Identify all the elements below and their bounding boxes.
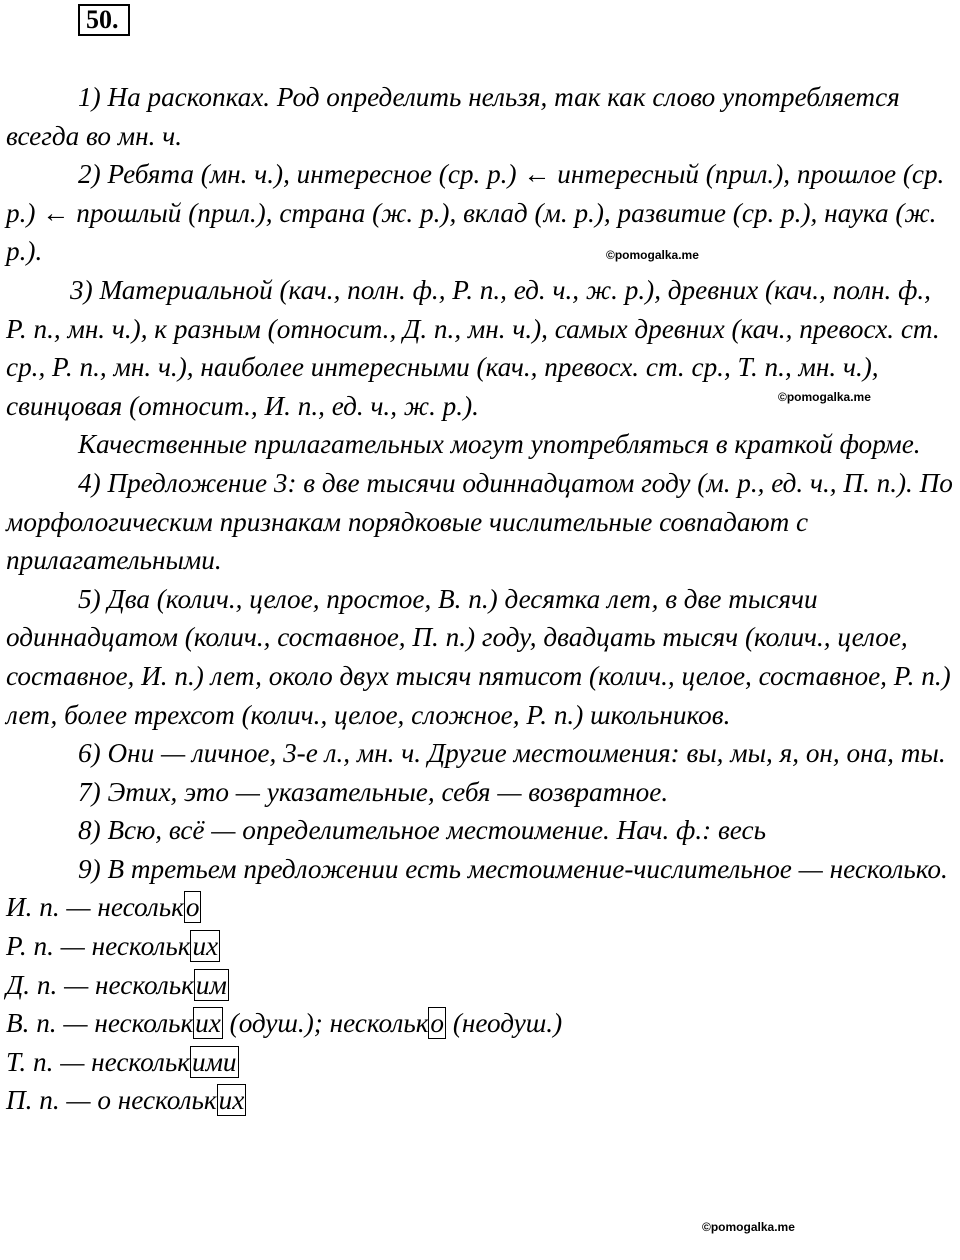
case-prepositional-stem: П. п. — о нескольк	[6, 1085, 217, 1116]
case-accusative-stem: В. п. — нескольк	[6, 1008, 194, 1039]
paragraph-3-note: Качественные прилагательных могут употребляться в краткой форме.	[78, 429, 921, 460]
case-instrumental	[6, 1043, 954, 1082]
case-nominative	[6, 888, 954, 927]
answer-text	[6, 78, 954, 1120]
paragraph-8: 8) Всю, всё — определительное местоимение. Нач. ф.: весь	[78, 815, 766, 846]
case-genitive	[6, 927, 954, 966]
case-accusative-middle: (одуш.); нескольк	[222, 1008, 429, 1039]
paragraph-2: 2) Ребята (мн. ч.), интересное (ср. р.) ← интересный (прил.), прошлое (ср. р.) ← прошлый (прил.), страна (ж. р.), вклад (м. р.), развитие (ср. р.), наука (ж. р.).	[6, 159, 945, 267]
watermark-1: ©pomogalka.me	[606, 248, 699, 262]
case-dative-ending: им	[195, 969, 227, 1000]
task-number: 50.	[78, 4, 130, 36]
case-instrumental-ending: ими	[191, 1046, 237, 1077]
case-dative	[6, 966, 954, 1005]
paragraph-9: 9) В третьем предложении есть местоимение-числительное — несколько.	[78, 853, 948, 884]
case-accusative-suffix: (неодуш.)	[446, 1008, 563, 1039]
case-nominative-stem: И. п. — несольк	[6, 892, 184, 923]
case-accusative-ending-animate: их	[195, 1008, 221, 1039]
watermark-3: ©pomogalka.me	[702, 1220, 795, 1234]
case-genitive-stem: Р. п. — нескольк	[6, 931, 191, 962]
paragraph-6: 6) Они — личное, 3-е л., мн. ч. Другие местоимения: вы, мы, я, он, она, ты.	[78, 738, 946, 769]
case-accusative	[6, 1004, 954, 1043]
paragraph-4: 4) Предложение 3: в две тысячи одиннадцатом году (м. р., ед. ч., П. п.). По морфологическим признакам порядковые числительные совпадают с прилагательными.	[6, 467, 953, 576]
case-dative-stem: Д. п. — нескольк	[6, 969, 194, 1000]
case-nominative-ending: о	[185, 892, 200, 923]
watermark-2: ©pomogalka.me	[778, 390, 871, 404]
paragraph-3: 3) Материальной (кач., полн. ф., Р. п., ед. ч., ж. р.), древних (кач., полн. ф., Р. п., мн. ч.), к разным (относит., Д. п., мн. ч.), самых древних (кач., превосх. ст. ср., Р. п., мн. ч.), наиболее интересными (кач., превосх. ст. ср., Т. п., мн. ч.), свинцовая (относит., И. п., ед. ч., ж. р.).	[6, 274, 940, 421]
case-prepositional-ending: их	[218, 1085, 245, 1116]
paragraph-5: 5) Два (колич., целое, простое, В. п.) десятка лет, в две тысячи одиннадцатом (колич., составное, П. п.) году, двадцать тысяч (колич., целое, составное, И. п.) лет, около двух тысяч пятисот (колич., целое, составное, Р. п.) лет, более трехсот (колич., целое, сложное, Р. п.) школьников.	[6, 583, 951, 730]
paragraph-1: 1) На раскопках. Род определить нельзя, так как слово употребляется всегда во мн. ч.	[6, 82, 900, 151]
case-accusative-ending-inanimate: о	[430, 1008, 445, 1039]
paragraph-7: 7) Этих, это — указательные, себя — возвратное.	[78, 776, 669, 807]
case-genitive-ending: их	[192, 931, 219, 962]
case-prepositional	[6, 1081, 954, 1120]
case-instrumental-stem: Т. п. — нескольк	[6, 1046, 190, 1077]
